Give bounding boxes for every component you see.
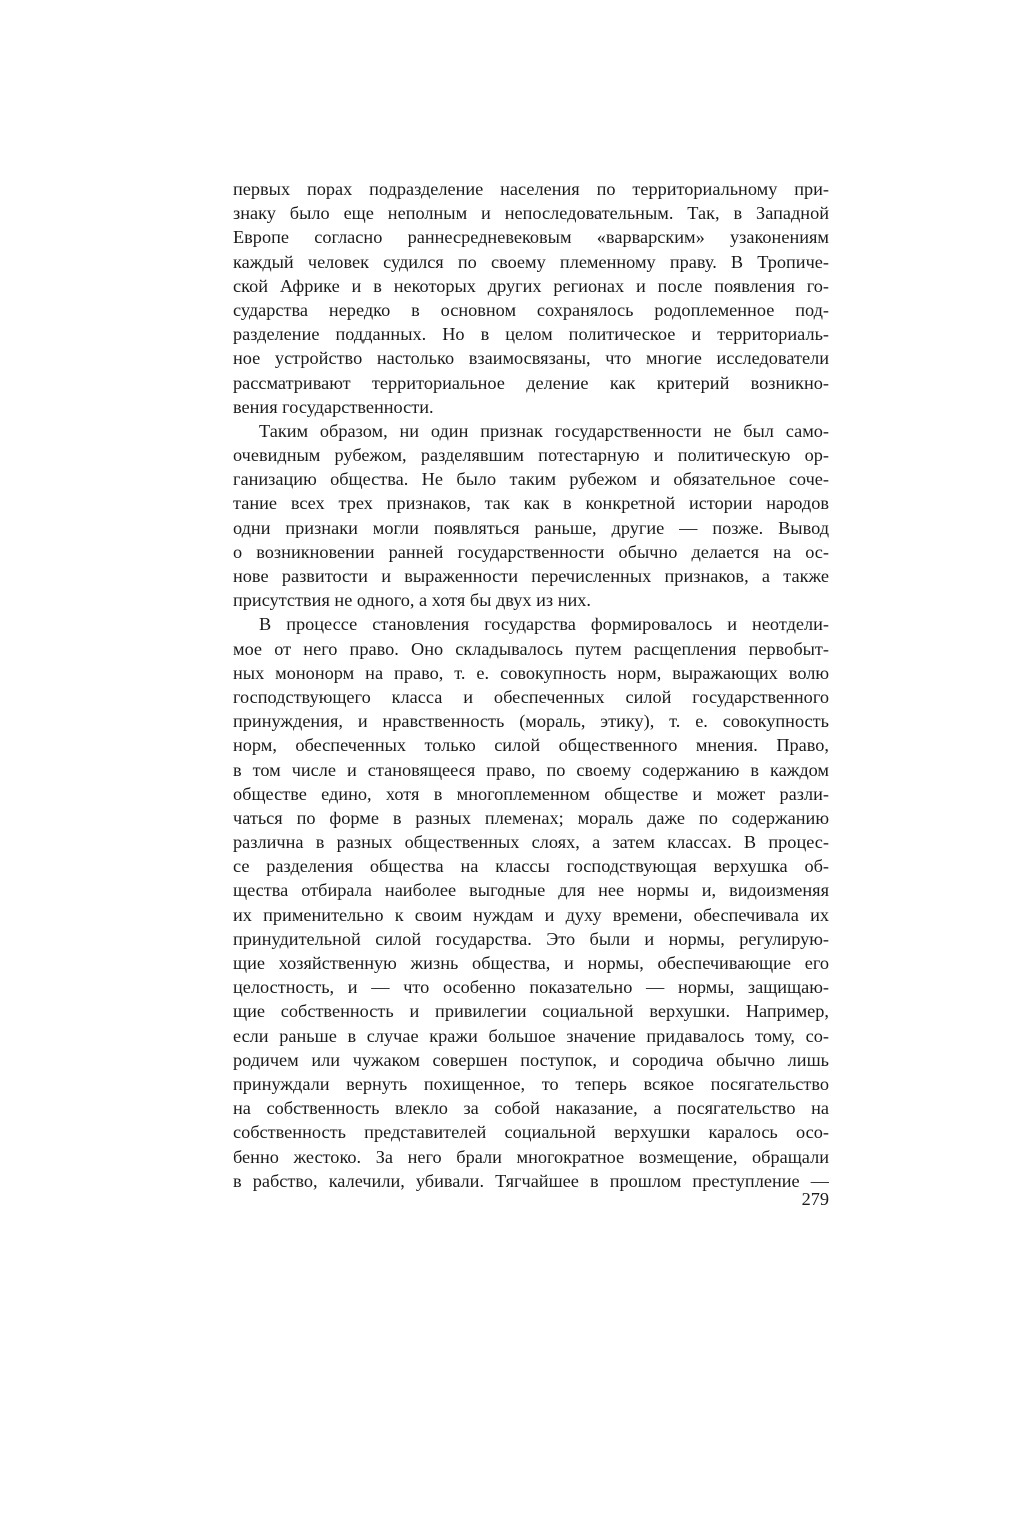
text-line: щие собственность и привилегии социальной верхушки. Например, xyxy=(233,1001,829,1022)
text-line: знаку было еще неполным и непоследовательным. Так, в Западной xyxy=(233,203,829,224)
text-line: каждый человек судился по своему племенному праву. В Тропиче- xyxy=(233,251,829,272)
text-line: В процессе становления государства формировалось и неотдели- xyxy=(259,614,829,635)
text-line: тание всех трех признаков, так как в конкретной истории народов xyxy=(233,493,829,514)
text-line: их применительно к своим нуждам и духу времени, обеспечивала их xyxy=(233,904,829,925)
text-line: на собственность влекло за собой наказание, а посягательство на xyxy=(233,1098,829,1119)
text-line: вения государственности. xyxy=(233,396,434,417)
text-line: в том числе и становящееся право, по своему содержанию в каждом xyxy=(233,759,829,780)
text-line: норм, обеспеченных только силой общественного мнения. Право, xyxy=(233,735,829,756)
text-line: принуждали вернуть похищенное, то теперь всякое посягательство xyxy=(233,1073,829,1094)
text-line: различна в разных общественных слоях, а затем классах. В процес- xyxy=(233,832,829,853)
body-text xyxy=(233,177,829,1193)
text-line: целостность, и — что особенно показательно — нормы, защищаю- xyxy=(233,977,829,998)
text-line: господствующего класса и обеспеченных силой государственного xyxy=(233,686,829,707)
text-line: принудительной силой государства. Это были и нормы, регулирую- xyxy=(233,928,829,949)
text-line: бенно жестоко. За него брали многократное возмещение, обращали xyxy=(233,1146,829,1167)
text-line: обществе едино, хотя в многоплеменном обществе и может разли- xyxy=(233,783,829,804)
text-line: мое от него право. Оно складывалось путем расщепления первобыт- xyxy=(233,638,829,659)
text-line: одни признаки могли появляться раньше, другие — позже. Вывод xyxy=(233,517,829,538)
text-line: Европе согласно раннесредневековым «варварским» узаконениям xyxy=(233,227,829,248)
text-line: разделение подданных. Но в целом политическое и территориаль- xyxy=(233,324,829,345)
text-line: чаться по форме в разных племенах; мораль даже по содержанию xyxy=(233,807,829,828)
text-line: нове развитости и выраженности перечисленных признаков, а также xyxy=(233,566,829,586)
text-line: очевидным рубежом, разделявшим потестарную и политическую ор- xyxy=(233,445,829,466)
text-line: о возникновении ранней государственности обычно делается на ос- xyxy=(233,541,829,562)
text-line: родичем или чужаком совершен поступок, и сородича обычно лишь xyxy=(233,1049,829,1070)
text-line: собственность представителей социальной верхушки каралось осо- xyxy=(233,1122,829,1143)
text-line: ное устройство настолько взаимосвязаны, что многие исследователи xyxy=(233,348,829,369)
text-line: щие хозяйственную жизнь общества, и нормы, обеспечивающие его xyxy=(233,953,829,973)
text-line: сударства нередко в основном сохранялось родоплеменное под- xyxy=(233,299,829,320)
text-line: принуждения, и нравственность (мораль, этику), т. е. совокупность xyxy=(233,711,829,732)
text-line: се разделения общества на классы господствующая верхушка об- xyxy=(233,856,829,877)
text-line: щества отбирала наиболее выгодные для нее нормы и, видоизменяя xyxy=(233,880,829,901)
text-line: первых порах подразделение населения по территориальному при- xyxy=(233,179,829,199)
text-line: присутствия не одного, а хотя бы двух из них. xyxy=(233,590,591,611)
text-line: если раньше в случае кражи большое значение придавалось тому, со- xyxy=(233,1025,829,1046)
page-number: 279 xyxy=(801,1189,829,1209)
text-line: Таким образом, ни один признак государственности не был само- xyxy=(259,420,829,441)
text-line: ской Африке и в некоторых других регионах и после появления го- xyxy=(233,275,829,296)
text-line: ганизацию общества. Не было таким рубежом и обязательное соче- xyxy=(233,469,829,490)
text-line: в рабство, калечили, убивали. Тягчайшее в прошлом преступление — xyxy=(233,1170,829,1191)
text-line: рассматривают территориальное деление как критерий возникно- xyxy=(233,372,829,393)
text-line: ных мононорм на право, т. е. совокупность норм, выражающих волю xyxy=(233,662,829,683)
